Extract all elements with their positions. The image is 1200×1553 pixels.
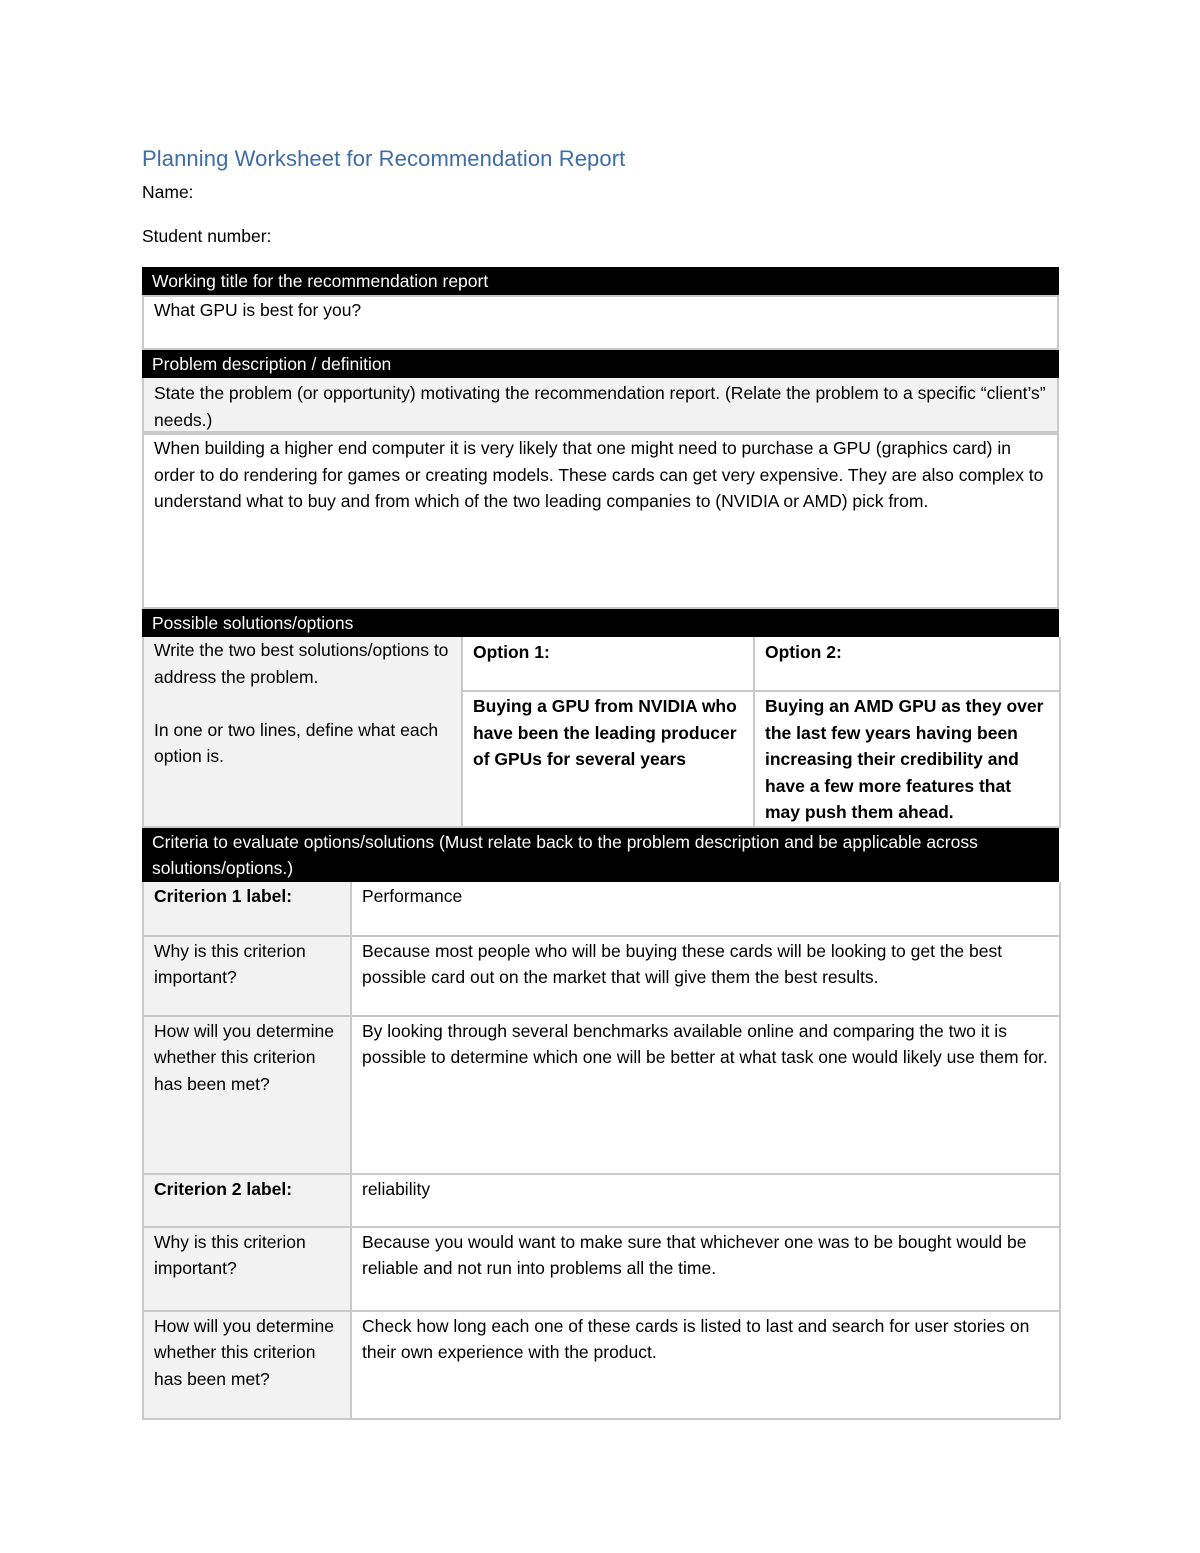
option1-label-cell (462, 637, 754, 691)
criteria-row (143, 1016, 1060, 1174)
criteria-row (143, 882, 1060, 936)
criteria-row (143, 1174, 1060, 1227)
solutions-table (142, 637, 1061, 828)
option2-text: Buying an AMD GPU as they over the last few years having been increasing their credibility and have a few more features that may push them ahead. (765, 696, 1044, 822)
criteria-row-label: Why is this criterion important? (143, 1227, 351, 1311)
working-title-answer: What GPU is best for you? (142, 295, 1059, 350)
criteria-row (143, 1227, 1060, 1311)
working-title-header: Working title for the recommendation report (142, 267, 1059, 295)
solutions-prompt-2: In one or two lines, define what each option is. (154, 719, 439, 766)
criteria-row (143, 1311, 1060, 1419)
option1-text-cell (462, 691, 754, 827)
criteria-row-value: reliability (351, 1174, 1060, 1227)
solutions-header: Possible solutions/options (142, 609, 1059, 637)
student-number-label: Student number: (142, 226, 272, 246)
option1-label: Option 1: (473, 642, 550, 662)
worksheet-table (142, 267, 1059, 1420)
problem-header: Problem description / definition (142, 350, 1059, 378)
problem-answer: When building a higher end computer it is very likely that one might need to purchase a GPU (graphics card) in order to do rendering for games or creating models. These cards can get very expensive. They are also complex to understand what to buy and from which of the two leading companies to (NVIDIA or AMD) pick from. (142, 433, 1059, 609)
option2-label: Option 2: (765, 642, 842, 662)
criteria-row (143, 936, 1060, 1016)
criteria-row-label: Why is this criterion important? (143, 936, 351, 1016)
option1-text: Buying a GPU from NVIDIA who have been the leading producer of GPUs for several years (473, 696, 737, 769)
criteria-row-label: Criterion 2 label: (143, 1174, 351, 1227)
criteria-row-value: Because most people who will be buying these cards will be looking to get the best possible card out on the market that will give them the best results. (351, 936, 1060, 1016)
criteria-header: Criteria to evaluate options/solutions (Must relate back to the problem description and be applicable across solutions/options.) (142, 828, 1059, 882)
solutions-prompt (143, 637, 462, 827)
criteria-row-value: By looking through several benchmarks available online and comparing the two it is possible to determine which one will be better at what task one would likely use them for. (351, 1016, 1060, 1174)
criteria-row-value: Because you would want to make sure that whichever one was to be bought would be reliable and not run into problems all the time. (351, 1227, 1060, 1311)
criteria-table (142, 882, 1061, 1420)
page-title: Planning Worksheet for Recommendation Report (142, 146, 626, 171)
problem-prompt: State the problem (or opportunity) motivating the recommendation report. (Relate the problem to a specific “client’s” needs.) (142, 378, 1059, 433)
criteria-row-label: Criterion 1 label: (143, 882, 351, 936)
criteria-row-value: Performance (351, 882, 1060, 936)
name-label: Name: (142, 182, 194, 202)
criteria-row-value: Check how long each one of these cards is listed to last and search for user stories on their own experience with the product. (351, 1311, 1060, 1419)
option2-text-cell (754, 691, 1060, 827)
criteria-row-label: How will you determine whether this criterion has been met? (143, 1311, 351, 1419)
criteria-row-label: How will you determine whether this criterion has been met? (143, 1016, 351, 1174)
option2-label-cell (754, 637, 1060, 691)
solutions-prompt-1: Write the two best solutions/options to address the problem. (154, 640, 449, 687)
